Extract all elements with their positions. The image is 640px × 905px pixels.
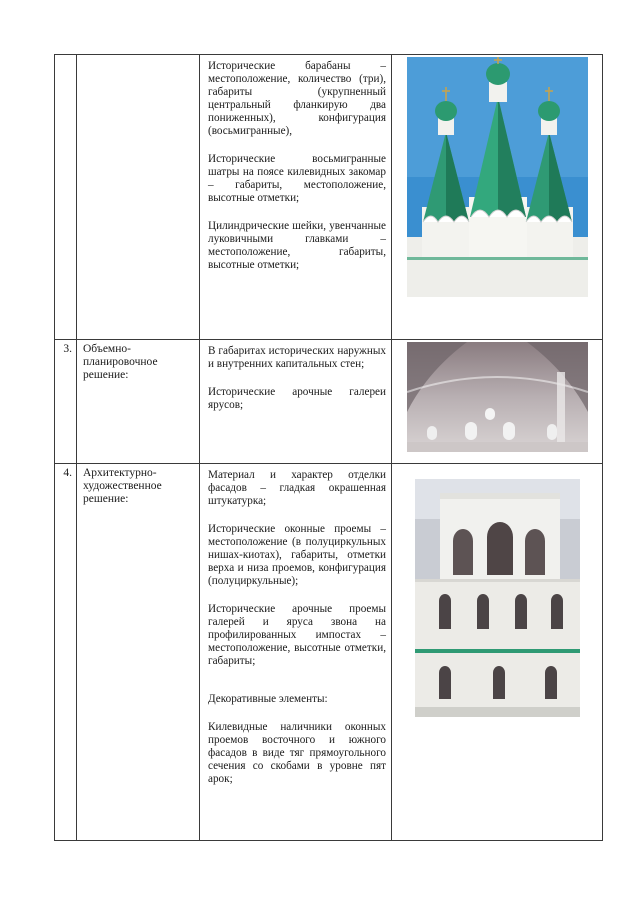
description-paragraph: Декоративные элементы: [208, 693, 328, 705]
table-row [55, 464, 603, 841]
description-paragraph: Исторические арочные проемы галерей и яруса звона на профилированных импостах – местоположение, высотные отметки, габариты; [208, 603, 386, 667]
description-paragraph: Цилиндрические шейки, увенчанные луковичными главками – местоположение, габариты, высотные отметки; [208, 220, 386, 271]
row-description [200, 464, 392, 841]
description-paragraph: В габаритах исторических наружных и внутренних капитальных стен; [208, 345, 386, 370]
description-paragraph: Килевидные наличники оконных проемов восточного и южного фасадов в виде тяг прямоугольного сечения со скобами в уровне пят арок; [208, 721, 386, 785]
row-number: 4. [55, 464, 77, 841]
heritage-table [54, 54, 603, 841]
description-paragraph: Исторические барабаны – местоположение, количество (три), габариты (укрупненный центральный фланкирую два пониженных), конфигурация (восьмигранные), [208, 60, 386, 137]
row-title: Архитектурно- художественное решение: [77, 464, 200, 841]
row-photo-cell [392, 55, 603, 340]
description-paragraph: Материал и характер отделки фасадов – гладкая окрашенная штукатурка; [208, 469, 386, 507]
photo-tented-roofs [407, 57, 588, 297]
table-row [55, 340, 603, 464]
description-paragraph: Исторические оконные проемы – местоположение (в полуциркульных нишах-киотах), габариты, отметки верха и низа проемов, конфигурация (полуциркульные); [208, 523, 386, 587]
row-photo-cell [392, 340, 603, 464]
row-title: Объемно- планировочное решение: [77, 340, 200, 464]
description-paragraph: Исторические восьмигранные шатры на поясе килевидных закомар – габариты, местоположение, высотные отметки; [208, 153, 386, 204]
row-photo-cell [392, 464, 603, 841]
photo-bell-tower [415, 479, 580, 717]
row-number [55, 55, 77, 340]
description-paragraph: Исторические арочные галереи ярусов; [208, 386, 386, 411]
table-row [55, 55, 603, 340]
row-description [200, 340, 392, 464]
photo-arched-gallery [407, 342, 588, 452]
row-number: 3. [55, 340, 77, 464]
row-title [77, 55, 200, 340]
row-description [200, 55, 392, 340]
